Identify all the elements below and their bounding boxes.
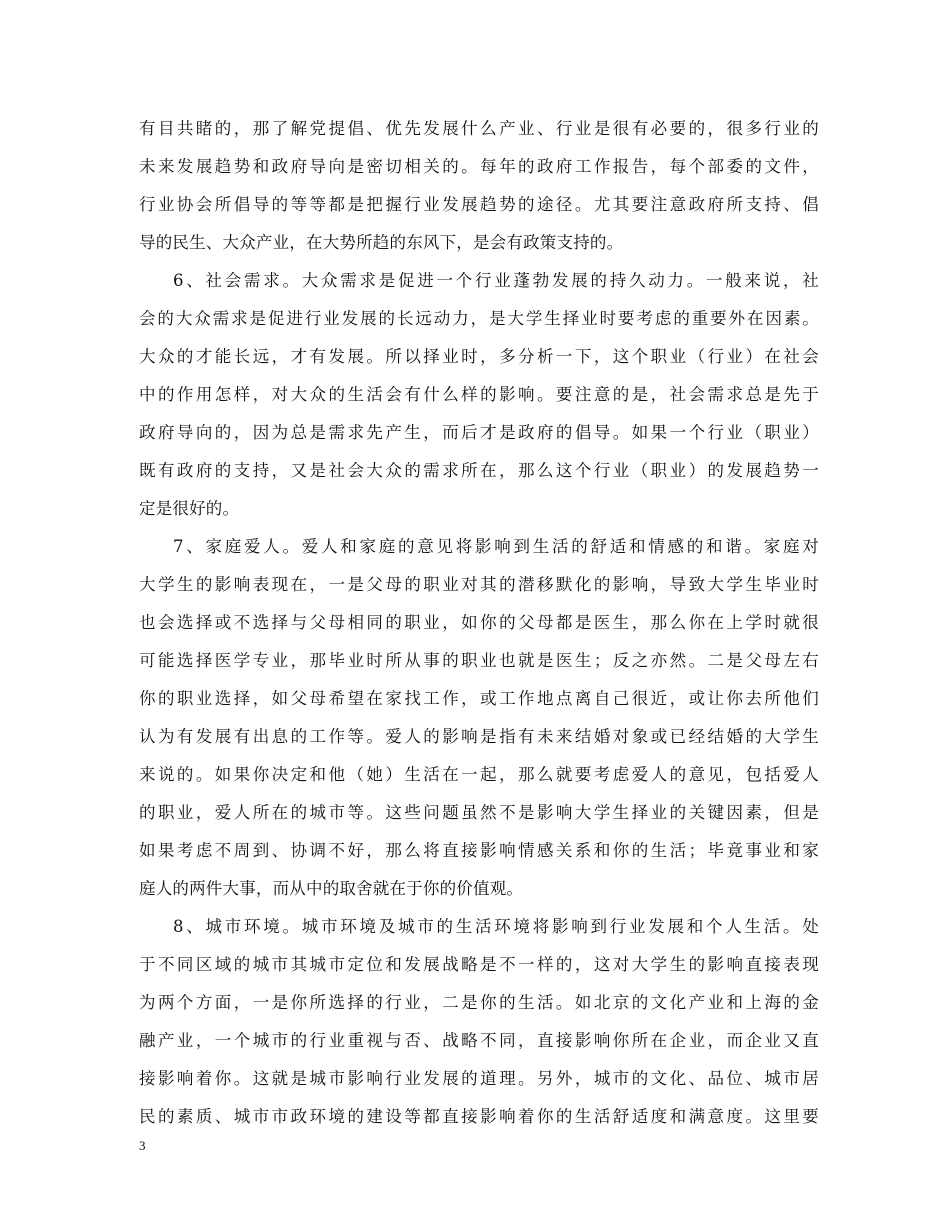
text-line: 中的作用怎样，对大众的生活会有什么样的影响。要注意的是，社会需求总是先于 — [139, 385, 819, 404]
text-line: 可能选择医学专业，那毕业时所从事的职业也就是医生；反之亦然。二是父母左右 — [139, 651, 819, 670]
paragraph-first-line: 7、家庭爱人。爱人和家庭的意见将影响到生活的舒适和情感的和谐。家庭对 — [173, 537, 819, 556]
text-line: 既有政府的支持，又是社会大众的需求所在，那么这个行业（职业）的发展趋势一 — [139, 461, 819, 480]
text-line: 大众的才能长远，才有发展。所以择业时，多分析一下，这个职业（行业）在社会 — [139, 347, 819, 366]
text-line: 有目共睹的，那了解党提倡、优先发展什么产业、行业是很有必要的，很多行业的 — [139, 119, 819, 138]
text-line: 也会选择或不选择与父母相同的职业，如你的父母都是医生，那么你在上学时就很 — [139, 613, 819, 632]
body-text — [139, 110, 819, 1136]
text-line: 来说的。如果你决定和他（她）生活在一起，那么就要考虑爱人的意见，包括爱人 — [139, 765, 819, 784]
text-line: 接影响着你。这就是城市影响行业发展的道理。另外，城市的文化、品位、城市居 — [139, 1069, 819, 1088]
text-line: 如果考虑不周到、协调不好，那么将直接影响情感关系和你的生活；毕竟事业和家 — [139, 841, 819, 860]
text-line: 庭人的两件大事，而从中的取舍就在于你的价值观。 — [139, 879, 524, 898]
text-line: 于不同区域的城市其城市定位和发展战略是不一样的，这对大学生的影响直接表现 — [139, 955, 819, 974]
text-line: 行业协会所倡导的等等都是把握行业发展趋势的途径。尤其要注意政府所支持、倡 — [139, 195, 819, 214]
paragraph-first-line: 6、社会需求。大众需求是促进一个行业蓬勃发展的持久动力。一般来说，社 — [173, 271, 819, 290]
text-line: 导的民生、大众产业，在大势所趋的东风下，是会有政策支持的。 — [139, 233, 624, 252]
page-number: 3 — [139, 1138, 146, 1153]
text-line: 的职业，爱人所在的城市等。这些问题虽然不是影响大学生择业的关键因素，但是 — [139, 803, 819, 822]
text-line: 政府导向的，因为总是需求先产生，而后才是政府的倡导。如果一个行业（职业） — [139, 423, 819, 442]
text-line: 定是很好的。 — [139, 499, 240, 518]
text-line: 大学生的影响表现在，一是父母的职业对其的潜移默化的影响，导致大学生毕业时 — [139, 575, 819, 594]
text-line: 会的大众需求是促进行业发展的长远动力，是大学生择业时要考虑的重要外在因素。 — [139, 309, 819, 328]
text-line: 你的职业选择，如父母希望在家找工作，或工作地点离自己很近，或让你去所他们 — [139, 689, 819, 708]
text-line: 为两个方面，一是你所选择的行业，二是你的生活。如北京的文化产业和上海的金 — [139, 993, 819, 1012]
text-line: 民的素质、城市市政环境的建设等都直接影响着你的生活舒适度和满意度。这里要 — [139, 1107, 819, 1126]
text-line: 未来发展趋势和政府导向是密切相关的。每年的政府工作报告，每个部委的文件， — [139, 157, 819, 176]
paragraph-first-line: 8、城市环境。城市环境及城市的生活环境将影响到行业发展和个人生活。处 — [173, 917, 819, 936]
text-line: 认为有发展有出息的工作等。爱人的影响是指有未来结婚对象或已经结婚的大学生 — [139, 727, 819, 746]
text-line: 融产业，一个城市的行业重视与否、战略不同，直接影响你所在企业，而企业又直 — [139, 1031, 819, 1050]
